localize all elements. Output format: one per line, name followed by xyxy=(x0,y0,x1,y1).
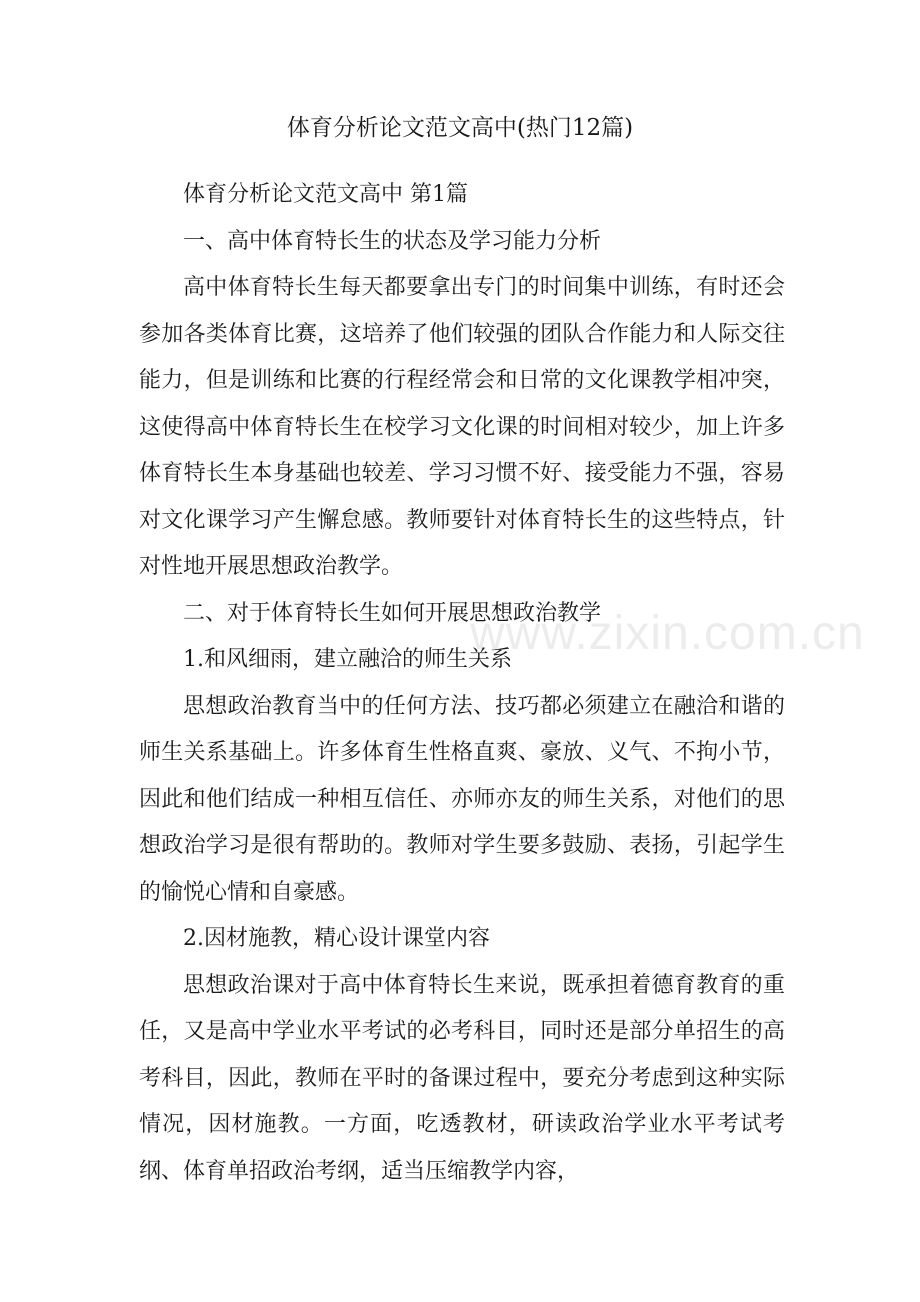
subheading-1: 1.和风细雨，建立融洽的师生关系 xyxy=(183,647,512,672)
heading-2: 二、对于体育特长生如何开展思想政治教学 xyxy=(183,600,602,626)
section-heading: 体育分析论文范文高中 第1篇 xyxy=(183,182,468,207)
paragraph-3: 思想政治课对于高中体育特长生来说，既承担着德育教育的重任，又是高中学业水平考试的必考科目，同时还是部分单招生的高考科目，因此，教师在平时的备课过程中，要充分考虑到这种实际情况，因材施教。一方面，吃透教材，研读政治学业水平考试考纲、体育单招政治考纲，适当压缩教学内容， xyxy=(139,972,785,1184)
heading-1: 一、高中体育特长生的状态及学习能力分析 xyxy=(183,228,602,254)
document-title: 体育分析论文范文高中(热门12篇) xyxy=(286,115,634,141)
watermark: www.zixin.com.cn xyxy=(470,607,865,660)
document-body xyxy=(139,172,785,1195)
paragraph-1: 高中体育特长生每天都要拿出专门的时间集中训练，有时还会参加各类体育比赛，这培养了他们较强的团队合作能力和人际交往能力，但是训练和比赛的行程经常会和日常的文化课教学相冲突，这使得高中体育特长生在校学习文化课的时间相对较少，加上许多体育特长生本身基础也较差、学习习惯不好、接受能力不强，容易对文化课学习产生懈怠感。教师要针对体育特长生的这些特点，针对性地开展思想政治教学。 xyxy=(139,275,785,579)
paragraph-2: 思想政治教育当中的任何方法、技巧都必须建立在融洽和谐的师生关系基础上。许多体育生性格直爽、豪放、义气、不拘小节，因此和他们结成一种相互信任、亦师亦友的师生关系，对他们的思想政治学习是很有帮助的。教师对学生要多鼓励、表扬，引起学生的愉悦心情和自豪感。 xyxy=(139,693,785,905)
subheading-2: 2.因材施教，精心设计课堂内容 xyxy=(183,926,490,951)
